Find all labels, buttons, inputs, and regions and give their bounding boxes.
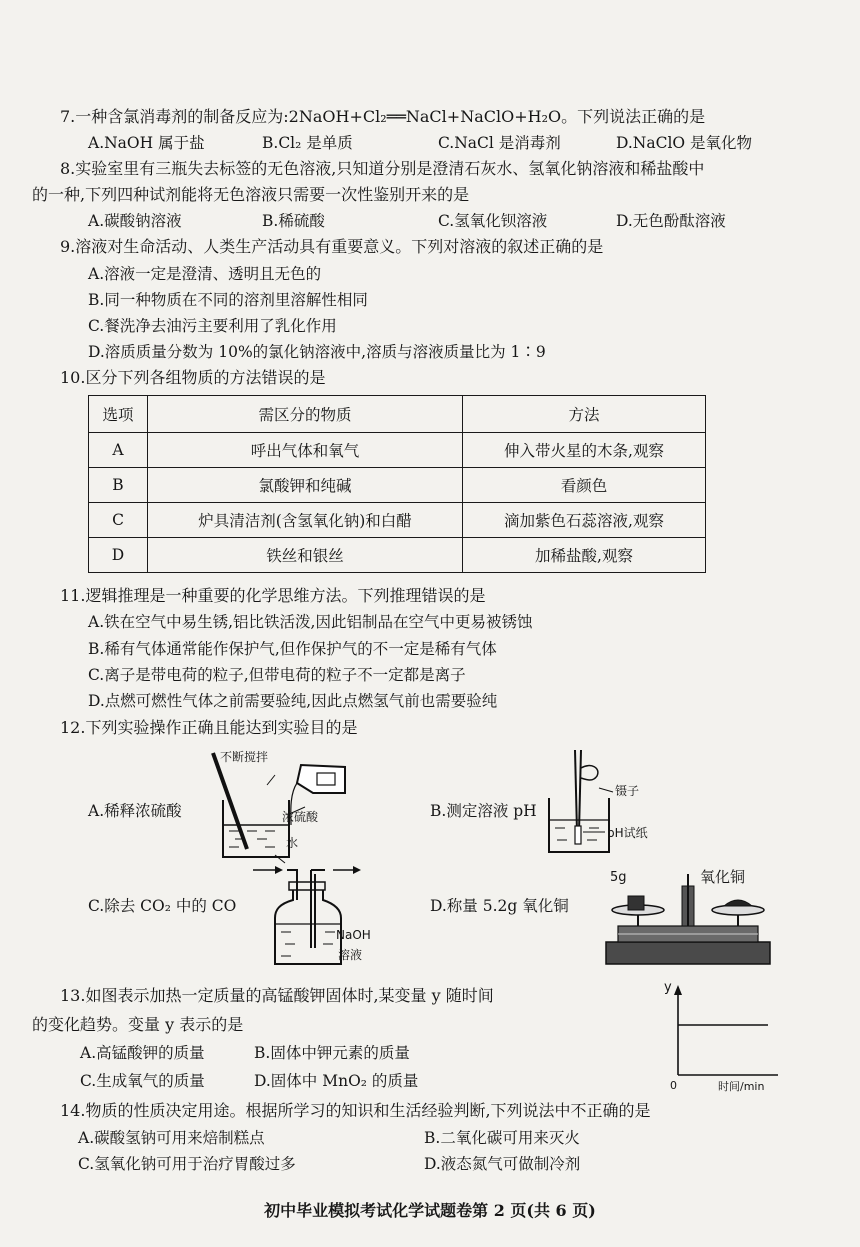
q9-option-a: A.溶液一定是澄清、透明且无色的 bbox=[88, 265, 322, 283]
header-option: 选项 bbox=[89, 396, 148, 433]
label-stir: 不断搅拌 bbox=[220, 750, 269, 764]
row-a-method: 伸入带火星的木条,观察 bbox=[463, 433, 706, 468]
q14-option-d: D.液态氮气可做制冷剂 bbox=[424, 1155, 581, 1173]
ph-test-figure bbox=[545, 748, 655, 858]
table-row bbox=[89, 538, 706, 573]
q11-option-d: D.点燃可燃性气体之前需要验纯,因此点燃氢气前也需要验纯 bbox=[88, 692, 498, 710]
row-b-substances: 氯酸钾和纯碱 bbox=[148, 468, 463, 503]
q8-stem-line1: 8.实验室里有三瓶失去标签的无色溶液,只知道分别是澄清石灰水、氢氧化钠溶液和稀盐酸中 bbox=[60, 159, 705, 178]
q12-stem: 12.下列实验操作正确且能达到实验目的是 bbox=[60, 718, 358, 737]
q8-stem-line2: 的一种,下列四种试剂能将无色溶液只需要一次性鉴别开来的是 bbox=[32, 185, 470, 204]
table-row bbox=[89, 503, 706, 538]
graph-origin: 0 bbox=[670, 1079, 677, 1092]
q11-option-a: A.铁在空气中易生锈,铝比铁活泼,因此铝制品在空气中更易被锈蚀 bbox=[88, 613, 533, 631]
row-d-method: 加稀盐酸,观察 bbox=[463, 538, 706, 573]
q8-option-d: D.无色酚酞溶液 bbox=[616, 212, 726, 230]
q8-option-c: C.氢氧化钡溶液 bbox=[438, 212, 548, 230]
table-row bbox=[89, 433, 706, 468]
q14-option-b: B.二氧化碳可用来灭火 bbox=[424, 1129, 580, 1147]
page-footer: 初中毕业模拟考试化学试题卷第 2 页(共 6 页) bbox=[264, 1201, 596, 1220]
q10-table bbox=[88, 395, 706, 573]
row-c-method: 滴加紫色石蕊溶液,观察 bbox=[463, 503, 706, 538]
q9-option-c: C.餐洗净去油污主要利用了乳化作用 bbox=[88, 317, 337, 335]
q12-option-a: A.稀释浓硫酸 bbox=[88, 802, 182, 820]
q11-option-b: B.稀有气体通常能作保护气,但作保护气的不一定是稀有气体 bbox=[88, 640, 497, 658]
q7-option-b: B.Cl₂ 是单质 bbox=[262, 134, 353, 152]
row-a-option: A bbox=[89, 433, 148, 468]
row-d-option: D bbox=[89, 538, 148, 573]
table-row bbox=[89, 468, 706, 503]
row-c-option: C bbox=[89, 503, 148, 538]
label-water: 水 bbox=[286, 836, 299, 850]
q7-option-d: D.NaClO 是氧化物 bbox=[616, 134, 753, 152]
q7-stem: 7.一种含氯消毒剂的制备反应为:2NaOH+Cl₂══NaCl+NaClO+H₂O。下列说法正确的是 bbox=[60, 107, 706, 126]
q12-option-d: D.称量 5.2g 氧化铜 bbox=[430, 897, 569, 915]
q8-option-b: B.稀硫酸 bbox=[262, 212, 325, 230]
label-tweezers: 镊子 bbox=[615, 784, 640, 798]
row-c-substances: 炉具清洁剂(含氢氧化钠)和白醋 bbox=[148, 503, 463, 538]
q13-stem-line1: 13.如图表示加热一定质量的高锰酸钾固体时,某变量 y 随时间 bbox=[60, 986, 494, 1005]
q7-option-c: C.NaCl 是消毒剂 bbox=[438, 134, 561, 152]
label-copper-oxide: 氧化铜 bbox=[700, 868, 746, 886]
q13-option-d: D.固体中 MnO₂ 的质量 bbox=[254, 1072, 419, 1090]
label-naoh: NaOH bbox=[336, 928, 371, 942]
graph-x-label: 时间/min bbox=[718, 1080, 765, 1093]
q14-option-a: A.碳酸氢钠可用来焙制糕点 bbox=[78, 1129, 265, 1147]
row-d-substances: 铁丝和银丝 bbox=[148, 538, 463, 573]
row-b-option: B bbox=[89, 468, 148, 503]
header-method: 方法 bbox=[463, 396, 706, 433]
graph-y-label: y bbox=[664, 980, 672, 995]
q11-option-c: C.离子是带电荷的粒子,但带电荷的粒子不一定都是离子 bbox=[88, 666, 466, 684]
q13-option-c: C.生成氧气的质量 bbox=[80, 1072, 205, 1090]
q13-stem-line2: 的变化趋势。变量 y 表示的是 bbox=[32, 1015, 244, 1034]
label-conc-acid: 浓硫酸 bbox=[282, 810, 319, 824]
balance-figure bbox=[598, 870, 778, 970]
table-header-row bbox=[89, 396, 706, 433]
q14-option-c: C.氢氧化钠可用于治疗胃酸过多 bbox=[78, 1155, 296, 1173]
q12-option-b: B.测定溶液 pH bbox=[430, 802, 537, 820]
q13-option-b: B.固体中钾元素的质量 bbox=[254, 1044, 410, 1062]
header-substances: 需区分的物质 bbox=[148, 396, 463, 433]
q13-graph bbox=[660, 985, 790, 1085]
row-b-method: 看颜色 bbox=[463, 468, 706, 503]
q12-option-c: C.除去 CO₂ 中的 CO bbox=[88, 897, 237, 915]
label-ph-paper: pH试纸 bbox=[607, 826, 648, 840]
row-a-substances: 呼出气体和氧气 bbox=[148, 433, 463, 468]
q9-stem: 9.溶液对生命活动、人类生产活动具有重要意义。下列对溶液的叙述正确的是 bbox=[60, 237, 604, 256]
q10-stem: 10.区分下列各组物质的方法错误的是 bbox=[60, 368, 326, 387]
q8-option-a: A.碳酸钠溶液 bbox=[88, 212, 182, 230]
q7-option-a: A.NaOH 属于盐 bbox=[88, 134, 205, 152]
label-weight: 5g bbox=[610, 870, 627, 885]
label-solution: 溶液 bbox=[338, 948, 363, 962]
q13-option-a: A.高锰酸钾的质量 bbox=[80, 1044, 205, 1062]
q9-option-d: D.溶质质量分数为 10%的氯化钠溶液中,溶质与溶液质量比为 1∶9 bbox=[88, 343, 546, 361]
q14-stem: 14.物质的性质决定用途。根据所学习的知识和生活经验判断,下列说法中不正确的是 bbox=[60, 1101, 651, 1120]
q11-stem: 11.逻辑推理是一种重要的化学思维方法。下列推理错误的是 bbox=[60, 586, 486, 605]
q9-option-b: B.同一种物质在不同的溶剂里溶解性相同 bbox=[88, 291, 368, 309]
